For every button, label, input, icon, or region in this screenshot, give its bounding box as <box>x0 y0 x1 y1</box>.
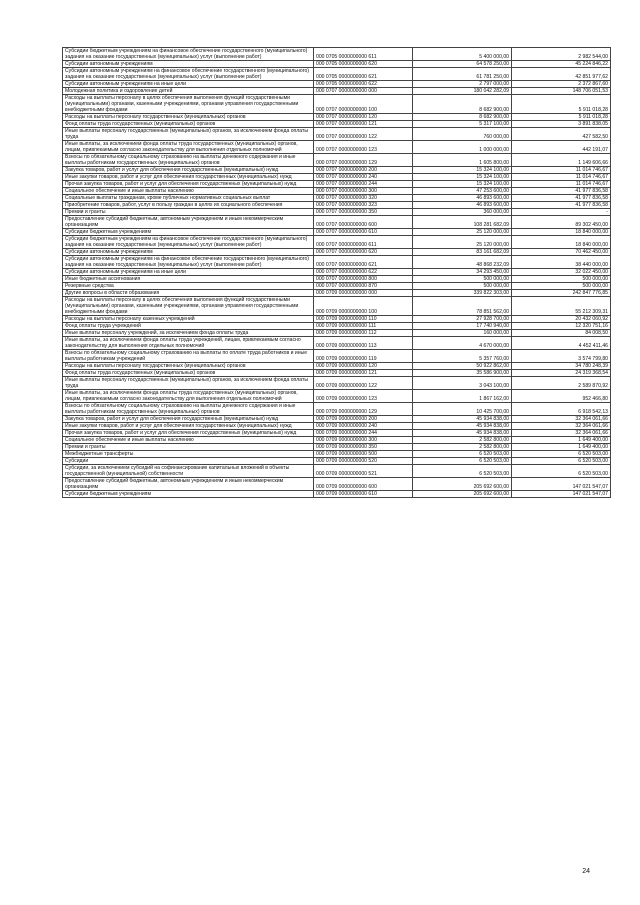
row-name: Премии и гранты <box>63 209 314 216</box>
row-value-executed: 5 911 018,28 <box>512 114 611 121</box>
row-name: Субсидии автономным учреждениям <box>63 249 314 256</box>
row-value-executed: 32 022 450,00 <box>512 269 611 276</box>
table-row <box>63 68 611 81</box>
row-value-executed: 18 840 000,00 <box>512 229 611 236</box>
row-value-executed: 500 000,00 <box>512 276 611 283</box>
row-name: Субсидии автономным учреждениям на финансовое обеспечение государственного (муниципального) задания на оказание государственных (муниципальных) услуг (выполнение работ) <box>63 68 314 81</box>
row-code: 000 0709 0000000000 122 <box>314 377 413 390</box>
row-value-approved: 15 324 100,00 <box>413 174 512 181</box>
table-row <box>63 330 611 337</box>
row-value-approved: 1 867 162,00 <box>413 390 512 403</box>
table-row <box>63 154 611 167</box>
row-code: 000 0707 0000000000 240 <box>314 174 413 181</box>
row-code: 000 0707 0000000000 350 <box>314 209 413 216</box>
table-row <box>63 88 611 95</box>
row-name: Социальные выплаты гражданам, кроме публичных нормативных социальных выплат <box>63 195 314 202</box>
table-row <box>63 216 611 229</box>
row-value-executed: 6 520 503,00 <box>512 451 611 458</box>
table-row <box>63 430 611 437</box>
row-name: Субсидии <box>63 458 314 465</box>
row-value-executed: 4 452 411,46 <box>512 337 611 350</box>
row-value-executed: 32 364 061,66 <box>512 430 611 437</box>
row-code: 000 0709 0000000000 111 <box>314 323 413 330</box>
row-value-executed: 89 302 450,00 <box>512 216 611 229</box>
table-row <box>63 269 611 276</box>
table-row <box>63 390 611 403</box>
row-value-approved: 760 000,00 <box>413 128 512 141</box>
table-row <box>63 423 611 430</box>
row-code: 000 0707 0000000000 620 <box>314 249 413 256</box>
row-name: Иные закупки товаров, работ и услуг для обеспечения государственных (муниципальных) нужд <box>63 174 314 181</box>
row-value-executed: 3 891 838,05 <box>512 121 611 128</box>
row-value-executed: 11 014 746,67 <box>512 167 611 174</box>
row-code: 000 0707 0000000000 870 <box>314 283 413 290</box>
row-value-approved: 47 253 600,00 <box>413 188 512 195</box>
row-name: Резервные средства <box>63 283 314 290</box>
row-value-executed: 147 021 547,07 <box>512 491 611 498</box>
table-row <box>63 195 611 202</box>
row-name: Фонд оплаты труда государственных (муниципальных) органов <box>63 121 314 128</box>
row-name: Прочая закупка товаров, работ и услуг для обеспечения государственных (муниципальных) нужд <box>63 430 314 437</box>
row-value-executed: 6 520 503,00 <box>512 465 611 478</box>
row-name: Расходы на выплаты персоналу казенных учреждений <box>63 316 314 323</box>
row-name: Взносы по обязательному социальному страхованию на выплаты денежного содержания и иные выплаты работникам государственных (муниципальных) органов <box>63 403 314 416</box>
table-row <box>63 236 611 249</box>
table-row <box>63 337 611 350</box>
row-code: 000 0707 0000000000 300 <box>314 188 413 195</box>
row-value-executed: 45 224 846,22 <box>512 61 611 68</box>
budget-table-body <box>63 48 611 498</box>
row-name: Расходы на выплаты персоналу в целях обеспечения выполнения функций государственными (муниципальными) органами, казенными учреждениями, органами управления государственными внебюджетными фондами <box>63 95 314 114</box>
table-row <box>63 276 611 283</box>
row-code: 000 0709 0000000000 200 <box>314 416 413 423</box>
row-name: Премии и гранты <box>63 444 314 451</box>
row-code: 000 0707 0000000000 200 <box>314 167 413 174</box>
table-row <box>63 316 611 323</box>
row-name: Расходы на выплаты персоналу государственных (муниципальных) органов <box>63 114 314 121</box>
row-code: 000 0707 0000000000 122 <box>314 128 413 141</box>
page-number: 24 <box>582 868 590 875</box>
row-value-executed: 32 364 061,66 <box>512 416 611 423</box>
row-code: 000 0709 0000000000 610 <box>314 491 413 498</box>
row-value-executed: 148 706 051,53 <box>512 88 611 95</box>
row-value-executed: 952 466,80 <box>512 390 611 403</box>
row-value-approved: 1 605 800,00 <box>413 154 512 167</box>
row-name: Иные закупки товаров, работ и услуг для обеспечения государственных (муниципальных) нужд <box>63 423 314 430</box>
row-value-approved: 46 893 600,00 <box>413 202 512 209</box>
row-value-approved: 35 586 900,00 <box>413 370 512 377</box>
row-name: Расходы на выплаты персоналу в целях обеспечения выполнения функций государственными (муниципальными) органами, казенными учреждениями, органами управления государственными внебюджетными фондами <box>63 297 314 316</box>
row-code: 000 0705 0000000000 621 <box>314 68 413 81</box>
row-code: 000 0707 0000000000 600 <box>314 216 413 229</box>
row-value-executed: 1 649 400,00 <box>512 437 611 444</box>
row-value-approved: 6 520 503,00 <box>413 451 512 458</box>
table-row <box>63 188 611 195</box>
row-value-approved: 4 670 000,00 <box>413 337 512 350</box>
row-value-executed: 6 918 542,13 <box>512 403 611 416</box>
row-value-approved: 34 293 450,00 <box>413 269 512 276</box>
row-value-executed: 41 977 836,58 <box>512 188 611 195</box>
row-name: Субсидии бюджетным учреждениям <box>63 491 314 498</box>
row-code: 000 0707 0000000000 123 <box>314 141 413 154</box>
row-value-approved: 339 822 303,00 <box>413 290 512 297</box>
row-value-executed: 1 649 400,00 <box>512 444 611 451</box>
row-value-approved: 108 281 682,09 <box>413 216 512 229</box>
row-code: 000 0709 0000000000 112 <box>314 330 413 337</box>
row-name: Иные выплаты персоналу государственных (муниципальных) органов, за исключением фонда оплаты труда <box>63 128 314 141</box>
row-code: 000 0709 0000000000 121 <box>314 370 413 377</box>
row-code: 000 0707 0000000000 611 <box>314 236 413 249</box>
row-code: 000 0709 0000000000 129 <box>314 403 413 416</box>
row-value-approved: 6 520 503,00 <box>413 465 512 478</box>
row-value-executed: 11 014 746,67 <box>512 181 611 188</box>
row-code: 000 0709 0000000000 120 <box>314 363 413 370</box>
table-row <box>63 61 611 68</box>
row-code: 000 0709 0000000000 520 <box>314 458 413 465</box>
row-value-approved: 500 000,00 <box>413 276 512 283</box>
row-value-executed: 24 319 368,54 <box>512 370 611 377</box>
row-code: 000 0709 0000000000 521 <box>314 465 413 478</box>
row-value-approved: 61 781 250,00 <box>413 68 512 81</box>
row-value-approved: 2 797 000,00 <box>413 81 512 88</box>
row-value-approved: 45 934 838,00 <box>413 416 512 423</box>
table-row <box>63 458 611 465</box>
row-value-approved: 5 400 000,00 <box>413 48 512 61</box>
row-value-approved: 45 934 838,00 <box>413 430 512 437</box>
row-value-executed: 34 780 248,39 <box>512 363 611 370</box>
row-value-executed: 41 977 836,58 <box>512 195 611 202</box>
row-value-approved: 8 682 900,00 <box>413 95 512 114</box>
table-row <box>63 403 611 416</box>
row-value-executed: 5 911 018,28 <box>512 95 611 114</box>
row-name: Субсидии автономным учреждениям на иные цели <box>63 269 314 276</box>
row-name: Иные выплаты персоналу государственных (муниципальных) органов, за исключением фонда оплаты труда <box>63 377 314 390</box>
row-code: 000 0709 0000000000 000 <box>314 290 413 297</box>
row-name: Предоставление субсидий бюджетным, автономным учреждениям и иным некоммерческим организациям <box>63 216 314 229</box>
row-name: Взносы по обязательному социальному страхованию на выплаты по оплате труда работников и иные выплаты работникам учреждений <box>63 350 314 363</box>
row-code: 000 0709 0000000000 240 <box>314 423 413 430</box>
table-row <box>63 202 611 209</box>
table-row <box>63 377 611 390</box>
table-row <box>63 167 611 174</box>
row-name: Молодежная политика и оздоровление детей <box>63 88 314 95</box>
row-value-approved: 180 042 282,09 <box>413 88 512 95</box>
row-code: 000 0709 0000000000 119 <box>314 350 413 363</box>
row-value-approved: 48 868 232,09 <box>413 256 512 269</box>
row-code: 000 0709 0000000000 113 <box>314 337 413 350</box>
table-row <box>63 437 611 444</box>
row-value-approved: 15 324 100,00 <box>413 167 512 174</box>
row-value-approved: 17 740 940,00 <box>413 323 512 330</box>
table-row <box>63 174 611 181</box>
row-value-approved: 46 893 600,00 <box>413 195 512 202</box>
row-code: 000 0705 0000000000 622 <box>314 81 413 88</box>
row-name: Закупка товаров, работ и услуг для обеспечения государственных (муниципальных) нужд <box>63 416 314 423</box>
row-name: Предоставление субсидий бюджетным, автономным учреждениям и иным некоммерческим организациям <box>63 478 314 491</box>
row-name: Субсидии бюджетным учреждениям на финансовое обеспечение государственного (муниципального) задания на оказание государственных (муниципальных) услуг (выполнение работ) <box>63 236 314 249</box>
row-value-approved: 27 928 700,00 <box>413 316 512 323</box>
row-name: Иные выплаты, за исключением фонда оплаты труда государственных (муниципальных) органов, лицам, привлекаемым согласно законодательству для выполнения отдельных полномочий <box>63 390 314 403</box>
row-value-approved: 3 043 100,00 <box>413 377 512 390</box>
table-row <box>63 209 611 216</box>
row-code: 000 0707 0000000000 100 <box>314 95 413 114</box>
row-value-executed: 2 589 870,92 <box>512 377 611 390</box>
row-name: Субсидии, за исключением субсидий на софинансирование капитальных вложений в объекты государственной (муниципальной) собственности <box>63 465 314 478</box>
row-code: 000 0707 0000000000 610 <box>314 229 413 236</box>
row-name: Другие вопросы в области образования <box>63 290 314 297</box>
row-value-executed: 84 008,50 <box>512 330 611 337</box>
row-value-executed: 38 440 000,00 <box>512 256 611 269</box>
row-code: 000 0707 0000000000 000 <box>314 88 413 95</box>
row-name: Прочая закупка товаров, работ и услуг для обеспечения государственных (муниципальных) нужд <box>63 181 314 188</box>
table-row <box>63 297 611 316</box>
row-value-executed: 11 014 746,67 <box>512 174 611 181</box>
row-name: Социальное обеспечение и иные выплаты населению <box>63 188 314 195</box>
table-row <box>63 256 611 269</box>
table-row <box>63 451 611 458</box>
row-value-approved: 25 120 000,00 <box>413 236 512 249</box>
row-value-approved: 78 851 562,00 <box>413 297 512 316</box>
table-row <box>63 491 611 498</box>
row-name: Фонд оплаты труда учреждений <box>63 323 314 330</box>
row-name: Закупка товаров, работ и услуг для обеспечения государственных (муниципальных) нужд <box>63 167 314 174</box>
row-value-approved: 5 317 100,00 <box>413 121 512 128</box>
row-code: 000 0707 0000000000 244 <box>314 181 413 188</box>
table-row <box>63 128 611 141</box>
row-name: Межбюджетные трансферты <box>63 451 314 458</box>
table-row <box>63 350 611 363</box>
row-value-executed: 2 982 544,00 <box>512 48 611 61</box>
row-value-approved: 64 578 250,00 <box>413 61 512 68</box>
budget-report-sheet <box>62 47 608 498</box>
row-value-approved: 500 000,00 <box>413 283 512 290</box>
row-name: Субсидии бюджетным учреждениям на финансовое обеспечение государственного (муниципального) задания на оказание государственных (муниципальных) услуг (выполнение работ) <box>63 48 314 61</box>
row-code: 000 0707 0000000000 800 <box>314 276 413 283</box>
row-value-executed: 55 212 309,31 <box>512 297 611 316</box>
row-value-executed: 20 432 060,92 <box>512 316 611 323</box>
row-name: Социальное обеспечение и иные выплаты населению <box>63 437 314 444</box>
row-code: 000 0709 0000000000 244 <box>314 430 413 437</box>
row-value-executed: 18 840 000,00 <box>512 236 611 249</box>
row-name: Расходы на выплаты персоналу государственных (муниципальных) органов <box>63 363 314 370</box>
row-name: Иные выплаты персоналу учреждений, за исключением фонда оплаты труда <box>63 330 314 337</box>
row-value-approved: 160 000,00 <box>413 330 512 337</box>
table-row <box>63 363 611 370</box>
row-value-executed: 3 574 799,80 <box>512 350 611 363</box>
row-code: 000 0705 0000000000 620 <box>314 61 413 68</box>
row-name: Иные бюджетные ассигнования <box>63 276 314 283</box>
table-row <box>63 370 611 377</box>
table-row <box>63 478 611 491</box>
row-code: 000 0707 0000000000 323 <box>314 202 413 209</box>
row-value-approved: 205 692 600,00 <box>413 491 512 498</box>
row-value-approved: 45 934 838,00 <box>413 423 512 430</box>
row-value-approved: 2 582 800,00 <box>413 444 512 451</box>
row-code: 000 0707 0000000000 129 <box>314 154 413 167</box>
row-name: Субсидии автономным учреждениям на иные цели <box>63 81 314 88</box>
row-name: Иные выплаты, за исключением фонда оплаты труда государственных (муниципальных) органов, лицам, привлекаемым согласно законодательству для выполнения отдельных полномочий <box>63 141 314 154</box>
row-value-executed: 500 000,00 <box>512 283 611 290</box>
row-name: Взносы по обязательному социальному страхованию на выплаты денежного содержания и иные выплаты работникам государственных (муниципальных) органов <box>63 154 314 167</box>
row-name: Субсидии бюджетным учреждениям <box>63 229 314 236</box>
row-value-approved: 5 357 760,00 <box>413 350 512 363</box>
row-code: 000 0709 0000000000 500 <box>314 451 413 458</box>
table-row <box>63 283 611 290</box>
row-value-executed: 42 851 977,62 <box>512 68 611 81</box>
row-code: 000 0705 0000000000 611 <box>314 48 413 61</box>
row-name: Фонд оплаты труда государственных (муниципальных) органов <box>63 370 314 377</box>
row-code: 000 0707 0000000000 120 <box>314 114 413 121</box>
row-value-approved: 50 922 862,00 <box>413 363 512 370</box>
row-value-executed: 442 191,07 <box>512 141 611 154</box>
row-code: 000 0709 0000000000 100 <box>314 297 413 316</box>
row-name: Приобретение товаров, работ, услуг в пользу граждан в целях их социального обеспечения <box>63 202 314 209</box>
row-code: 000 0707 0000000000 121 <box>314 121 413 128</box>
row-value-approved: 360 000,00 <box>413 209 512 216</box>
table-row <box>63 465 611 478</box>
row-value-approved: 8 682 900,00 <box>413 114 512 121</box>
row-value-executed: 147 021 547,07 <box>512 478 611 491</box>
table-row <box>63 249 611 256</box>
table-row <box>63 323 611 330</box>
row-value-executed: 32 364 061,66 <box>512 423 611 430</box>
row-code: 000 0709 0000000000 123 <box>314 390 413 403</box>
budget-table <box>62 47 611 498</box>
row-value-executed: 6 520 503,00 <box>512 458 611 465</box>
row-code: 000 0707 0000000000 622 <box>314 269 413 276</box>
row-value-executed: - <box>512 209 611 216</box>
row-name: Субсидии автономным учреждениям <box>63 61 314 68</box>
table-row <box>63 114 611 121</box>
row-value-approved: 2 582 800,00 <box>413 437 512 444</box>
row-value-approved: 10 425 700,00 <box>413 403 512 416</box>
row-value-executed: 242 847 776,85 <box>512 290 611 297</box>
row-name: Иные выплаты, за исключением фонда оплаты труда учреждений, лицам, привлекаемым согласно законодательству для выполнения отдельных полномочий <box>63 337 314 350</box>
row-value-executed: 1 149 606,66 <box>512 154 611 167</box>
row-code: 000 0709 0000000000 600 <box>314 478 413 491</box>
row-code: 000 0709 0000000000 350 <box>314 444 413 451</box>
row-value-executed: 427 582,50 <box>512 128 611 141</box>
row-value-approved: 6 520 503,00 <box>413 458 512 465</box>
table-row <box>63 444 611 451</box>
table-row <box>63 121 611 128</box>
row-code: 000 0707 0000000000 621 <box>314 256 413 269</box>
row-code: 000 0709 0000000000 300 <box>314 437 413 444</box>
table-row <box>63 181 611 188</box>
table-row <box>63 48 611 61</box>
table-row <box>63 95 611 114</box>
row-value-executed: 41 977 836,58 <box>512 202 611 209</box>
row-value-approved: 1 000 000,00 <box>413 141 512 154</box>
row-code: 000 0709 0000000000 110 <box>314 316 413 323</box>
table-row <box>63 290 611 297</box>
row-value-executed: 12 320 751,16 <box>512 323 611 330</box>
table-row <box>63 81 611 88</box>
row-value-executed: 2 372 867,60 <box>512 81 611 88</box>
row-value-executed: 70 462 450,00 <box>512 249 611 256</box>
row-code: 000 0707 0000000000 320 <box>314 195 413 202</box>
row-value-approved: 83 161 682,09 <box>413 249 512 256</box>
row-value-approved: 15 324 100,00 <box>413 181 512 188</box>
table-row <box>63 229 611 236</box>
row-value-approved: 205 692 600,00 <box>413 478 512 491</box>
table-row <box>63 141 611 154</box>
row-name: Субсидии автономным учреждениям на финансовое обеспечение государственного (муниципального) задания на оказание государственных (муниципальных) услуг (выполнение работ) <box>63 256 314 269</box>
table-row <box>63 416 611 423</box>
row-value-approved: 25 120 000,00 <box>413 229 512 236</box>
